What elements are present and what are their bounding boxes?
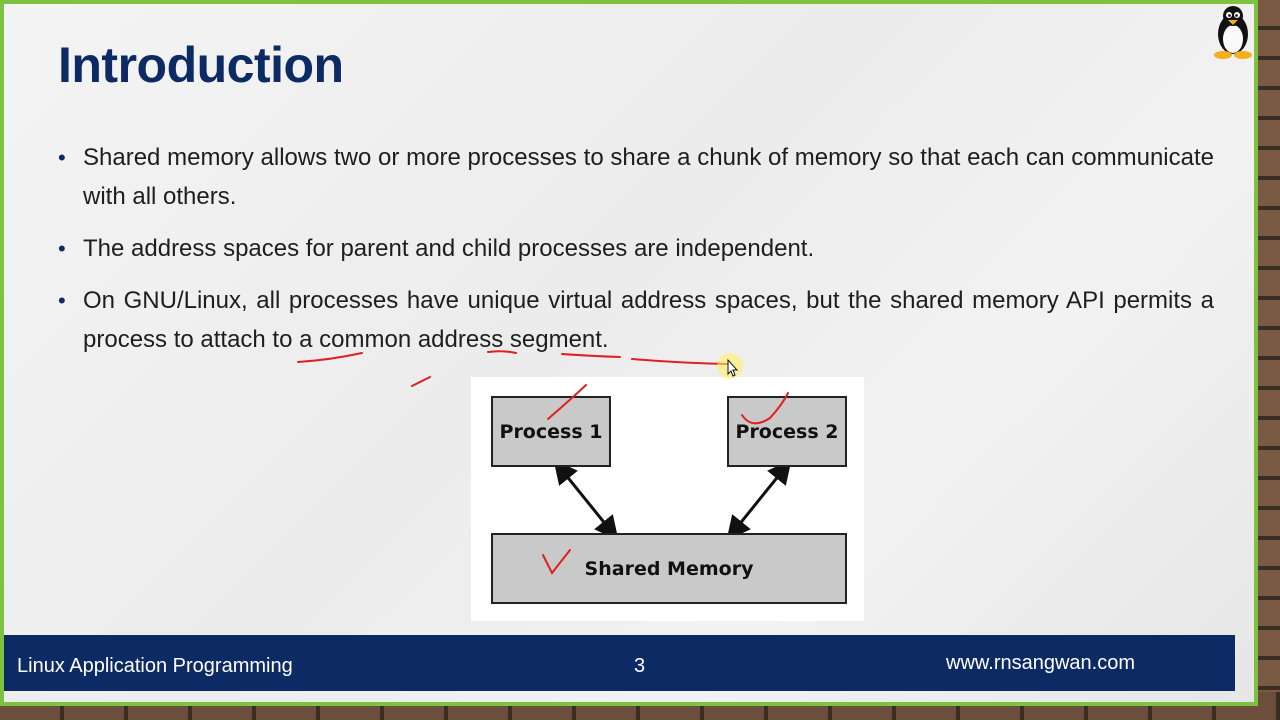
shared-memory-diagram [471,377,864,621]
process-2-box: Process 2 [727,396,847,467]
slide-footer [4,635,1235,691]
slide-title: Introduction [58,37,344,93]
process-1-box: Process 1 [491,396,611,467]
bullet-item: • Shared memory allows two or more processes to share a chunk of memory so that each can communicate with all others. [58,138,1214,216]
bullet-list [58,138,1214,372]
arrow-process2-shm [734,469,784,531]
bullet-item: • The address spaces for parent and child processes are independent. [58,229,1214,268]
linux-penguin-icon [1210,4,1256,60]
bullet-item: • On GNU/Linux, all processes have unique virtual address spaces, but the shared memory API permits a process to attach to a common address segment. [58,281,1214,359]
arrow-process1-shm [561,469,611,531]
website-link[interactable]: www.rnsangwan.com [946,652,1135,674]
course-title: Linux Application Programming [17,655,293,677]
page-number: 3 [634,655,646,677]
shared-memory-box: Shared Memory [491,533,847,604]
cursor-arrow-icon [716,352,746,382]
